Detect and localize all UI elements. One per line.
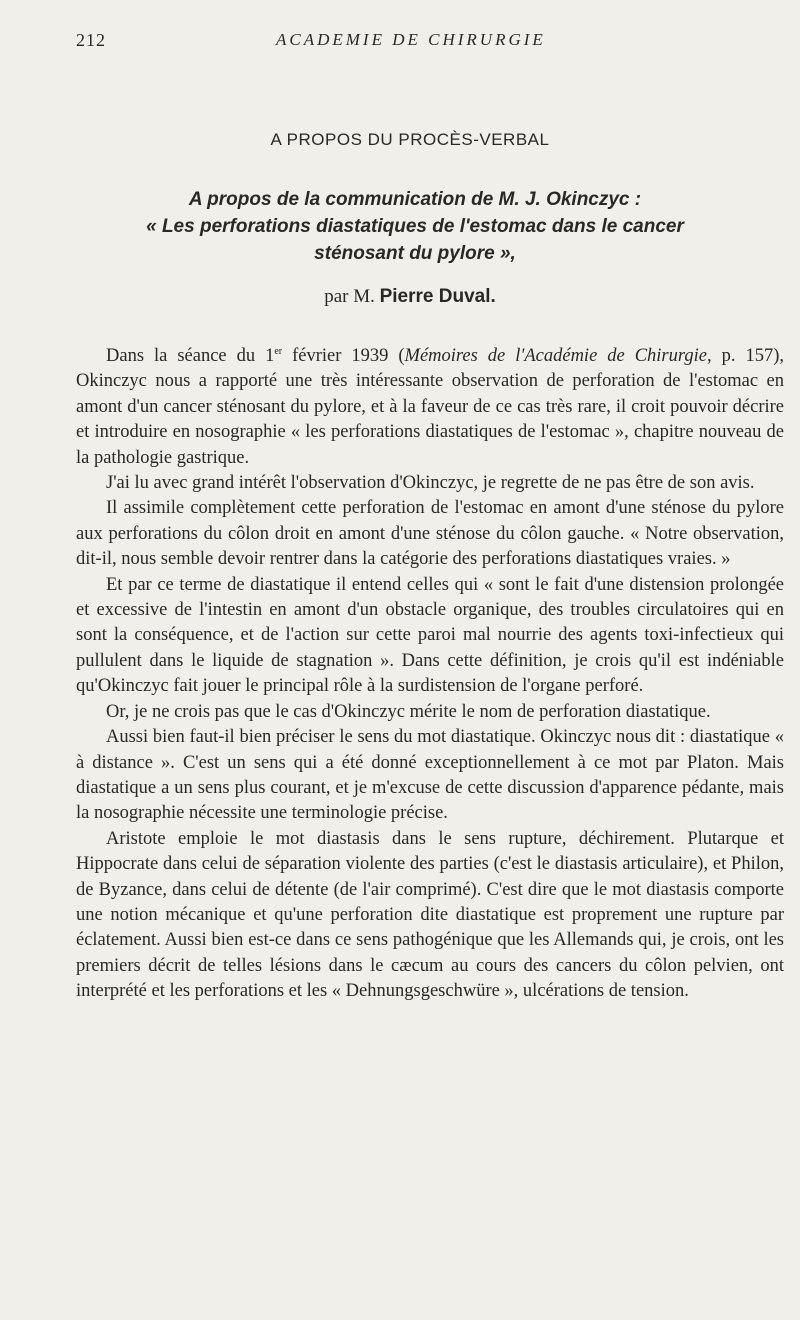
byline [0, 286, 800, 308]
ordinal-superscript: er [274, 345, 283, 357]
section-title: A PROPOS DU PROCÈS-VERBAL [270, 130, 550, 149]
body-text [76, 344, 784, 1005]
paragraph-text: Dans la séance du 1 [106, 346, 275, 366]
paragraph-text: , p. 157), Okinczyc nous a rapporté une très intéressante observation de perforation de l'estomac en amont d'un cancer sténosant du pylore, et à la faveur de ce cas très rare, il croit pouvoir décrire et introduire en nosographie « les perforations diastatiques de l'estomac », chapitre nouveau de la pathologie gastrique. [76, 346, 784, 468]
journal-title: ACADEMIE DE CHIRURGIE [276, 30, 546, 49]
subtitle-line: sténosant du pylore », [314, 243, 516, 264]
article-subtitle [70, 186, 760, 267]
paragraph: Or, je ne crois pas que le cas d'Okinczyc mérite le nom de perforation diastatique. [106, 701, 711, 722]
paragraph-text: février 1939 ( [282, 346, 405, 366]
paragraph: Et par ce terme de diastatique il entend celles qui « sont le fait d'une distension prolongée et excessive de l'intestin en amont d'un obstacle organique, des troubles circulatoires qui en sont la conséquence, et de l'action sur cette paroi mal nourrie des agents toxi-infectieux qui pullulent dans le liquide de stagnation ». Dans cette définition, je crois qu'il est indéniable qu'Okinczyc fait jouer le principal rôle à la surdistension de l'organe perforé. [76, 574, 784, 697]
paragraph [76, 344, 784, 471]
author-name: Pierre Duval. [379, 286, 496, 307]
paragraph: J'ai lu avec grand intérêt l'observation d'Okinczyc, je regrette de ne pas être de son avis. [106, 473, 755, 494]
citation-title: Mémoires de l'Académie de Chirurgie [404, 346, 707, 366]
running-head [76, 30, 760, 54]
paragraph: Aussi bien faut-il bien préciser le sens du mot diastatique. Okinczyc nous dit : diastatique « à distance ». C'est un sens qui a été donné exceptionnellement à ce mot par Platon. Mais diastatique a un sens plus courant, et je m'excuse de cette discussion d'apparence pédante, mais la nosographie nécessite une terminologie précise. [76, 727, 784, 824]
page-number: 212 [76, 30, 106, 50]
subtitle-line: A propos de la communication de M. J. Okinczyc : [188, 189, 642, 210]
byline-prefix: par M. [324, 286, 375, 307]
paragraph: Aristote emploie le mot diastasis dans le sens rupture, déchirement. Plutarque et Hippocrate dans celui de séparation violente des parties (c'est le diastasis articulaire), et Philon, de Byzance, dans celui de détente (de l'air comprimé). C'est dire que le mot diastasis comporte une notion mécanique et qu'une perforation dite diastatique est proprement une rupture par éclatement. Aussi bien est-ce dans ce sens pathogénique que les Allemands qui, je crois, ont les premiers décrit de telles lésions dans le cæcum au cours des cancers du côlon pelvien, ont interprété et les perforations et les « Dehnungsgeschwüre », ulcérations de tension. [76, 828, 784, 1002]
paragraph: Il assimile complètement cette perforation de l'estomac en amont d'une sténose du pylore aux perforations du côlon droit en amont d'une sténose du côlon gauche. « Notre observation, dit-il, nous semble devoir rentrer dans la catégorie des perforations diastatiques vraies. » [76, 498, 784, 570]
subtitle-line: « Les perforations diastatiques de l'estomac dans le cancer [146, 216, 684, 237]
